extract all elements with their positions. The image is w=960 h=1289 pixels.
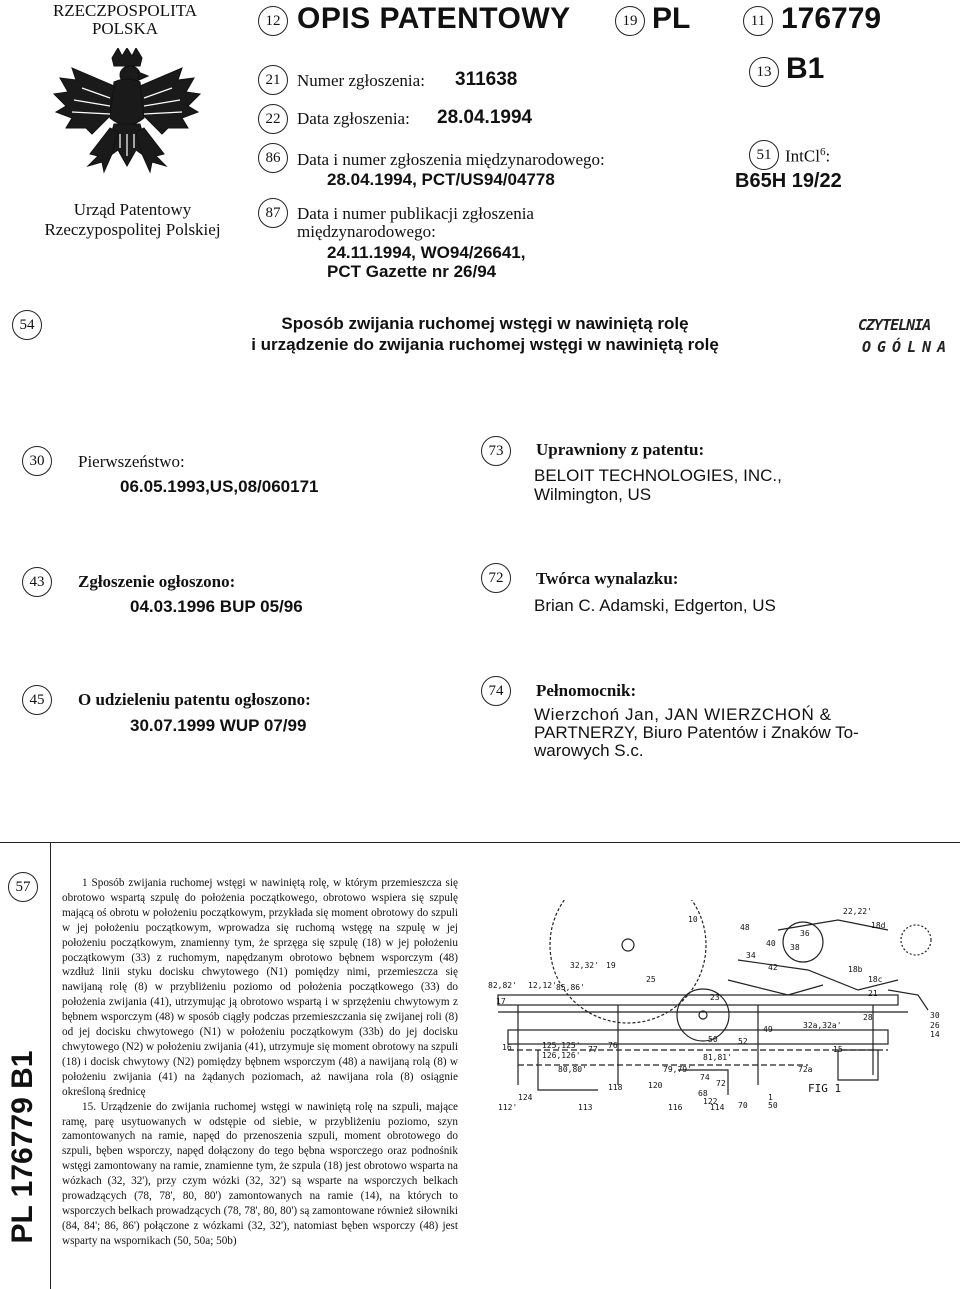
figure-1-drawing [478, 900, 948, 1110]
svg-text:14: 14 [930, 1030, 940, 1039]
library-stamp [858, 314, 958, 358]
intl-app-value: 28.04.1994, PCT/US94/04778 [327, 170, 555, 189]
svg-text:40: 40 [766, 939, 776, 948]
inid-code-30: 30 [22, 446, 52, 476]
svg-text:114: 114 [710, 1103, 725, 1110]
svg-text:21: 21 [868, 989, 878, 998]
figure-label: FIG 1 [808, 1082, 842, 1095]
owner-line1: BELOIT TECHNOLOGIES, INC., [534, 466, 782, 485]
inventor-value: Brian C. Adamski, Edgerton, US [534, 596, 776, 615]
inid-code-45: 45 [22, 685, 52, 715]
inid-code-57: 57 [8, 872, 38, 902]
inid-code-54: 54 [12, 310, 42, 340]
svg-text:18d: 18d [871, 921, 886, 930]
inid-code-11: 11 [743, 6, 773, 36]
app-number-label: Numer zgłoszenia: [297, 71, 425, 90]
owner-line2: Wilmington, US [534, 485, 652, 504]
svg-text:77: 77 [588, 1045, 598, 1054]
country-name [30, 2, 220, 38]
svg-text:22,22': 22,22' [843, 907, 872, 916]
svg-text:125,125': 125,125' [542, 1041, 581, 1050]
svg-text:70: 70 [738, 1101, 748, 1110]
svg-text:52: 52 [738, 1037, 748, 1046]
inid-code-13: 13 [749, 57, 779, 87]
eagle-emblem-icon [52, 48, 202, 196]
svg-text:17: 17 [496, 997, 506, 1006]
svg-text:38: 38 [790, 943, 800, 952]
svg-text:36: 36 [800, 929, 810, 938]
svg-text:85,86': 85,86' [556, 983, 585, 992]
svg-text:19: 19 [606, 961, 616, 970]
inid-code-73: 73 [481, 436, 511, 466]
inid-code-21: 21 [258, 65, 288, 95]
svg-text:68: 68 [698, 1089, 708, 1098]
svg-text:12,12': 12,12' [528, 981, 557, 990]
grant-label: O udzieleniu patentu ogłoszono: [78, 690, 311, 709]
svg-text:1: 1 [768, 1093, 773, 1102]
svg-text:32,32': 32,32' [570, 961, 599, 970]
stamp-line2: OGÓLNA [862, 338, 953, 356]
svg-text:32a,32a': 32a,32a' [803, 1021, 842, 1030]
svg-text:42: 42 [768, 963, 778, 972]
svg-text:23: 23 [710, 993, 720, 1002]
inid-code-12: 12 [258, 6, 288, 36]
attorney-line1: Wierzchoń Jan, JAN WIERZCHOŃ & [534, 705, 832, 724]
intl-app-label: Data i numer zgłoszenia międzynarodowego: [297, 150, 605, 169]
priority-label: Pierwszeństwo: [78, 452, 185, 471]
intl-pub-label1: Data i numer publikacji zgłoszenia [297, 204, 534, 223]
title-line2: i urządzenie do zwijania ruchomej wstęgi w nawiniętą rolę [251, 335, 719, 354]
svg-text:74: 74 [700, 1073, 710, 1082]
svg-text:116: 116 [668, 1103, 683, 1110]
svg-text:15: 15 [833, 1045, 843, 1054]
inventor-label: Twórca wynalazku: [536, 569, 679, 588]
svg-text:50: 50 [768, 1101, 778, 1110]
inid-code-86: 86 [258, 143, 288, 173]
office-line2: Rzeczypospolitej Polskiej [44, 220, 221, 239]
svg-text:16: 16 [502, 1043, 512, 1052]
intcl-edition: 6 [819, 146, 826, 158]
side-label-text: PL 176779 B1 [6, 1050, 39, 1244]
svg-text:30: 30 [930, 1011, 940, 1020]
svg-text:49: 49 [763, 1025, 773, 1034]
svg-text:79,79': 79,79' [663, 1065, 692, 1074]
filing-date-value: 28.04.1994 [437, 107, 533, 128]
svg-text:76: 76 [608, 1041, 618, 1050]
svg-text:28: 28 [863, 1013, 873, 1022]
abstract-claim-1: 1 Sposób zwijania ruchomej wstęgi w nawiniętą rolę, w którym przemieszcza się obrotowo wspartą szpulę do położenia początkowego, obrotowo wspiera się szpulę mającą oś obrotu w położeniu początkowym, przykłada się moment obrotowy do szpuli w jej położeniu początkowym, wprowadza się ruchomą wstęgę na szpulę w jej położeniu początkowym, znamienny tym, że sprzęga się szpulę (18) w jej położeniu początkowym (33) z ruchomym, napędzanym obrotowo bębnem wsporczym (48) wzdłuż linii styku docisku chwytowego (N1) pomiędzy nimi, przemieszcza się nawijaną rolę (8) w przybliżeniu poziomo od położenia początkowego (33) do położenia zwijania (41), utrzymując ją obrotowo wspartą i w sprzężeniu chwytowym z bębnem wsporczym (48) w sposób ciągły podczas przemieszczania się zwijanej roli (8) od jej docisku chwytowego (N1) w położeniu początkowym (33b) do jej docisku chwytowego (N2) w położeniu zwijania (41), utrzymuje się moment obrotowy na szpuli (18) i docisk chwytowy (N2) pomiędzy bębnem wsporczym (48) a nawijaną rolą (8) w położeniu zwijania (41) na żądanych poziomach, aż nawijana rola (8) osiągnie określoną średnicę [62, 877, 458, 1098]
kind-code: B1 [786, 52, 825, 85]
country-code: PL [652, 2, 691, 35]
intl-pub-label2: międzynarodowego: [297, 222, 436, 241]
inid-code-43: 43 [22, 567, 52, 597]
intcl-value: B65H 19/22 [735, 170, 842, 192]
inid-code-87: 87 [258, 198, 288, 228]
svg-text:112': 112' [498, 1103, 518, 1110]
grant-value: 30.07.1999 WUP 07/99 [130, 716, 307, 735]
svg-text:113: 113 [578, 1103, 593, 1110]
intcl-text: IntCl [785, 146, 820, 166]
document-type-title: OPIS PATENTOWY [297, 2, 571, 35]
office-line1: Urząd Patentowy [73, 200, 192, 219]
svg-text:72: 72 [716, 1079, 726, 1088]
svg-text:10: 10 [688, 915, 698, 924]
attorney-line3: warowych S.c. [534, 741, 644, 760]
svg-text:18b: 18b [848, 965, 863, 974]
attorney-label: Pełnomocnik: [536, 681, 637, 700]
attorney-line2: PARTNERZY, Biuro Patentów i Znaków To- [534, 723, 859, 742]
country-line2: POLSKA [91, 19, 159, 38]
title-line1: Sposób zwijania ruchomej wstęgi w nawiniętą rolę [281, 314, 689, 333]
inid-code-19: 19 [615, 6, 645, 36]
intl-pub-value1: 24.11.1994, WO94/26641, [327, 243, 526, 262]
svg-text:81,81': 81,81' [703, 1053, 732, 1062]
svg-text:18c: 18c [868, 975, 883, 984]
inid-code-51: 51 [749, 140, 779, 170]
app-number-value: 311638 [455, 69, 518, 90]
inid-code-72: 72 [481, 563, 511, 593]
intcl-label [785, 146, 830, 167]
svg-text:80,80': 80,80' [558, 1065, 587, 1074]
svg-text:82,82': 82,82' [488, 981, 517, 990]
app-pub-value: 04.03.1996 BUP 05/96 [130, 597, 303, 616]
svg-text:126,126': 126,126' [542, 1051, 581, 1060]
filing-date-label: Data zgłoszenia: [297, 109, 410, 128]
svg-text:72a: 72a [798, 1065, 813, 1074]
svg-text:120: 120 [648, 1081, 663, 1090]
country-line1: RZECZPOSPOLITA [52, 1, 198, 20]
patent-number: 176779 [781, 2, 882, 35]
abstract-claim-15: 15. Urządzenie do zwijania ruchomej wstęgi w nawiniętą rolę na szpuli, mające ramę, parę usytuowanych w odstępie od siebie, w przybliżeniu poziomo, szyn zamontowanych na ramie, napęd do przenoszenia szpuli, moment obrotowego do szpuli, bęben wsporczy, napęd dołączony do tego bębna wsporczego oraz podnośnik wstęgi zamontowany na ramie, znamienne tym, że szpula (18) jest obrotowo wsparta na wózkach (32, 32'), przy czym wózki (32, 32') są wsparte na wsporczych belkach prowadzących (78, 78', 80, 80') zamontowanych na ramie (14), na których to wsporczych belkach prowadzących (78, 78', 80, 80') są zamontowane również siłowniki (84, 84'; 86, 86') połączone z wózkami (32, 32'), natomiast bęben wsporczy (48) jest wsparty na wspornikach (50, 50a; 50b) [62, 1100, 458, 1247]
svg-text:122: 122 [703, 1097, 718, 1106]
abstract-text [62, 876, 458, 1249]
patent-title [190, 313, 780, 355]
inid-code-22: 22 [258, 104, 288, 134]
svg-text:26: 26 [930, 1021, 940, 1030]
inid-code-74: 74 [481, 676, 511, 706]
side-label [6, 1042, 40, 1252]
svg-text:124: 124 [518, 1093, 533, 1102]
app-pub-label: Zgłoszenie ogłoszono: [78, 572, 236, 591]
patent-office [10, 200, 255, 240]
abstract-top-rule [0, 842, 960, 843]
owner-label: Uprawniony z patentu: [536, 440, 705, 459]
intcl-colon: : [825, 146, 831, 166]
intl-pub-value2: PCT Gazette nr 26/94 [327, 262, 497, 281]
abstract-left-rule [50, 842, 51, 1289]
priority-value: 06.05.1993,US,08/060171 [120, 477, 319, 496]
svg-text:50: 50 [708, 1035, 718, 1044]
svg-text:48: 48 [740, 923, 750, 932]
svg-text:118: 118 [608, 1083, 623, 1092]
svg-text:34: 34 [746, 951, 756, 960]
svg-text:25: 25 [646, 975, 656, 984]
attorney-details [534, 706, 859, 760]
stamp-line1: CZYTELNIA [858, 316, 931, 334]
